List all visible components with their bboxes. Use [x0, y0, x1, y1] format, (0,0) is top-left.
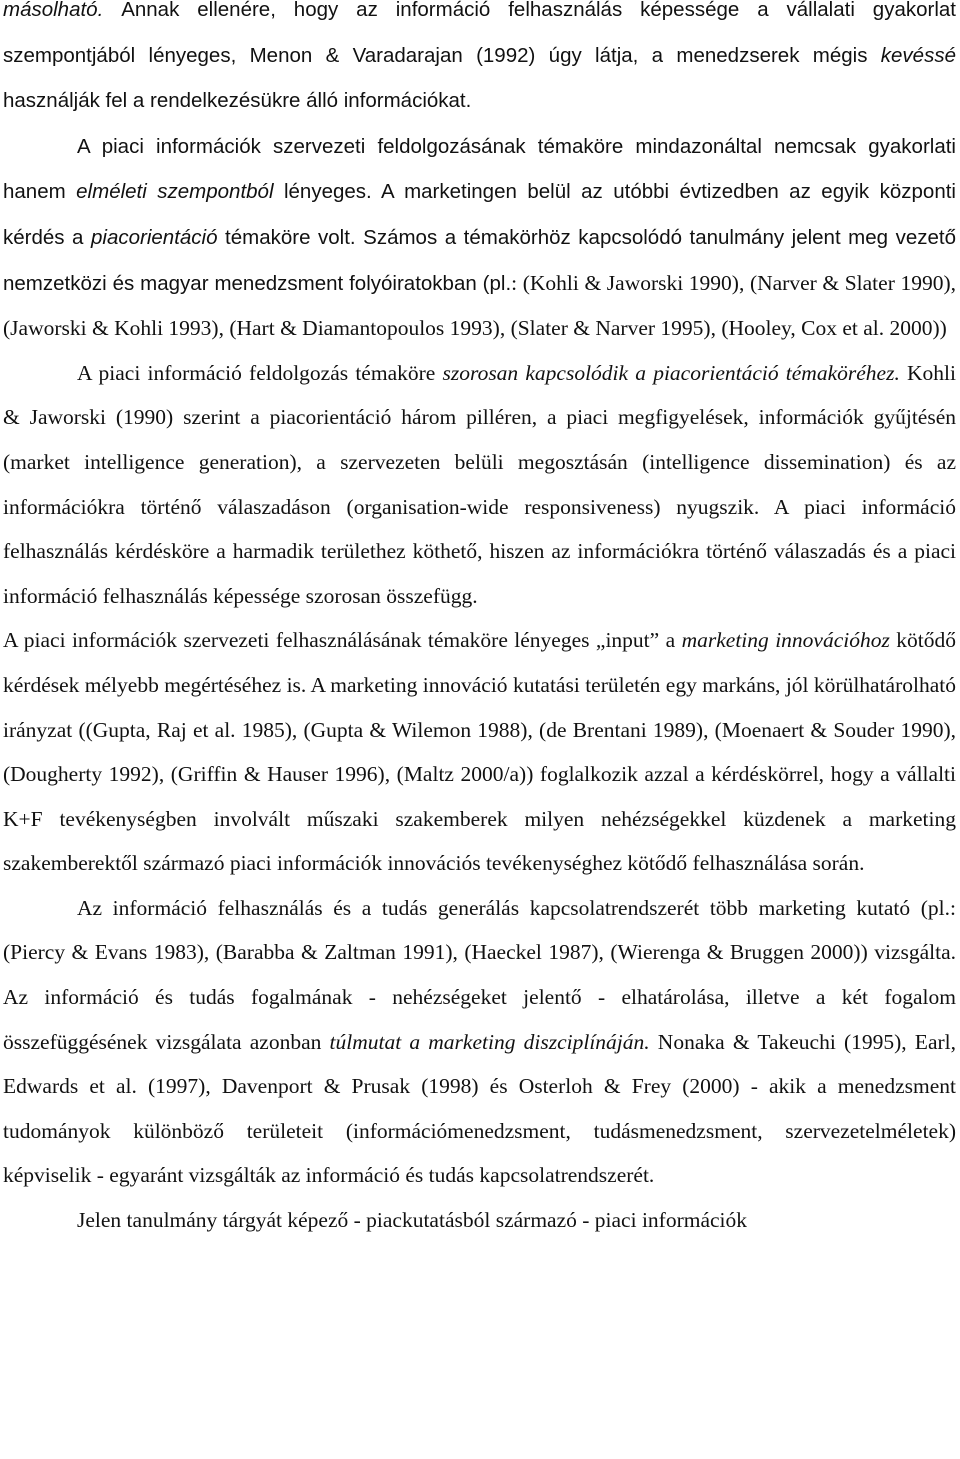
text-run: A piaci információ feldolgozás témaköre: [77, 360, 443, 385]
paragraph-p5: [3, 886, 956, 1198]
text-run: Kohli & Jaworski (1990) szerint a piacorientáció három pilléren, a piaci megfigyelések, információk gyűjtésén (market intelligence generation), a szervezeten belüli megosztásán (intelligence dissemination) és az információkra történő válaszadáson (organisation-wide responsiveness) nyugszik. A piaci információ felhasználás kérdésköre a harmadik területhez köthető, hiszen az információkra történő válaszadás és a piaci információ felhasználás képessége szorosan összefügg.: [3, 360, 956, 608]
text-run: témaköre volt. Számos a témakörhöz kapcsolódó tanulmány jelent meg vezető nemzetközi és magyar menedzsment folyóiratokban (pl.: [3, 225, 956, 295]
text-run: Jelen tanulmány tárgyát képező - piackutatásból származó - piaci információk: [77, 1208, 748, 1233]
document-page: [3, 0, 956, 1243]
paragraph-p4: [3, 618, 956, 886]
text-run: kötődő kérdések mélyebb megértéséhez is. A marketing innováció kutatási területén egy markáns, jól körülhatárolható irányzat ((Gupta, Raj et al. 1985), (Gupta & Wilemon 1988), (de Brentani 1989), (Moenaert & Souder 1990), (Dougherty 1992), (Griffin & Hauser 1996), (Maltz 2000/a)) foglalkozik azzal a kérdéskörrel, hogy a vállalti K+F tevékenységben involvált műszaki szakemberek milyen nehézségekkel küzdenek a marketing szakemberektől származó piaci információk innovációs tevékenységhez kötődő felhasználása során.: [3, 628, 956, 876]
text-run: túlmutat a marketing diszciplínáján.: [329, 1029, 650, 1054]
text-run: használják fel a rendelkezésükre álló információkat.: [3, 89, 472, 113]
text-run: elméleti szempontból: [76, 180, 274, 204]
paragraph-p6: [3, 1198, 956, 1243]
text-run: Az információ felhasználás és a tudás generálás kapcsolatrendszerét több marketing kutató (pl.: (Piercy & Evans 1983), (Barabba & Zaltman 1991), (Haeckel 1987), (Wierenga & Bruggen 2000)) vizsgálta. Az információ és tudás fogalmának - nehézségeket jelentő - elhatárolása, illetve a két fogalom összefüggésének vizsgálata azonban: [3, 895, 956, 1054]
text-run: A piaci információk szervezeti felhasználásának témaköre lényeges „input” a: [3, 628, 682, 653]
text-run: szorosan kapcsolódik a piacorientáció témaköréhez.: [442, 360, 900, 385]
paragraph-p3: [3, 351, 956, 619]
paragraph-p2: [3, 124, 956, 351]
text-run: piacorientáció: [91, 225, 218, 249]
text-run: Annak ellenére, hogy az információ felhasználás képessége a vállalati gyakorlat szempontjából lényeges, Menon & Varadarajan (1992) úgy látja, a menedzserek mégis: [3, 0, 956, 67]
text-run: marketing innovációhoz: [681, 628, 890, 653]
text-run: lényeges. A marketingen belül az utóbbi évtizedben az egyik központi kérdés a: [3, 180, 956, 249]
text-run: Nonaka & Takeuchi (1995), Earl, Edwards et al. (1997), Davenport & Prusak (1998) és Osterloh & Frey (2000) - akik a menedzsment tudományok különböző területeit (információmenedzsment, tudásmenedzsment, szervezetelméletek) képviselik - egyaránt vizsgálták az információ és tudás kapcsolatrendszerét.: [3, 1029, 956, 1188]
text-run: A piaci információk szervezeti feldolgozásának témaköre mindazonáltal nemcsak gyakorlati hanem: [3, 134, 956, 204]
text-run: másolható.: [3, 0, 122, 21]
text-run: : (Kohli & Jaworski 1990), (Narver & Slater 1990), (Jaworski & Kohli 1993), (Hart & Diamantopoulos 1993), (Slater & Narver 1995), (Hooley, Cox et al. 2000)): [3, 270, 956, 341]
paragraph-p1: [3, 0, 956, 124]
text-run: kevéssé: [880, 43, 956, 67]
